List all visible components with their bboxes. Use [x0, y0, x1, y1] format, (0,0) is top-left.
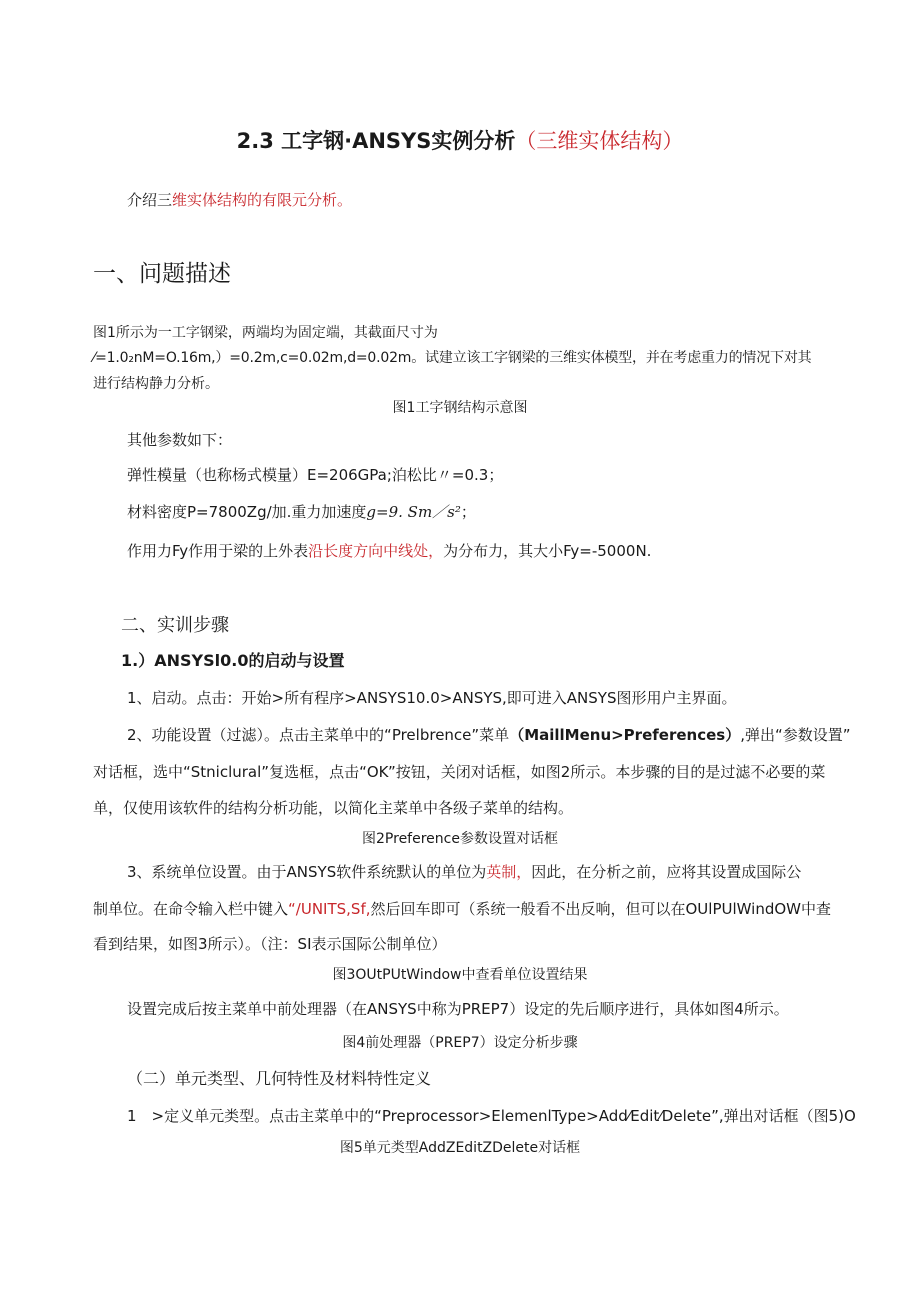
- step2-line1: 2、功能设置（过滤）。点击主菜单中的“Prelbrence”菜单（MaillMenu>Preferences）,弹出“参数设置”: [127, 726, 851, 744]
- subsection-element-definition-heading: （二）单元类型、几何特性及材料特性定义: [127, 1069, 432, 1088]
- doc-title-highlight: （三维实体结构）: [515, 129, 684, 153]
- figure-2-caption: 图2Preference参数设置对话框: [362, 831, 558, 847]
- step3-line2: 制单位。在命令输入栏中键入“/UNITS,Sf,然后回车即可（系统一般看不出反响，但可以在OUlPUlWindOW中查: [93, 900, 831, 918]
- step3-line1: 3、系统单位设置。由于ANSYS软件系统默认的单位为英制，因此，在分析之前，应将其设置成国际公: [127, 863, 802, 881]
- doc-title: [0, 127, 920, 155]
- step2-line3: 单，仅使用该软件的结构分析功能，以简化主菜单中各级子菜单的结构。: [93, 799, 574, 817]
- doc-title-main: 2.3 工字钢·ANSYS实例分析: [236, 129, 516, 153]
- define-element-type: 1 >定义单元类型。点击主菜单中的“Preprocessor>ElemenlType>Add⁄Edit⁄Delete”,弹出对话框（图5)O: [127, 1107, 856, 1125]
- step2-menu-path: （MaillMenu>Preferences）: [509, 726, 741, 744]
- figure-4-caption: 图4前处理器（PREP7）设定分析步骤: [342, 1035, 578, 1051]
- problem-text-line1: 图1所示为一工字钢梁，两端均为固定端，其截面尺寸为: [93, 325, 438, 341]
- step3-line3: 看到结果，如图3所示）。（注：SI表示国际公制单位）: [93, 935, 447, 953]
- force-highlight: 沿长度方向中线处，: [308, 542, 444, 560]
- gravity-value: g=9. Sm／s²: [366, 503, 461, 521]
- intro-text: 介绍三维实体结构的有限元分析。: [127, 191, 353, 209]
- param-elastic-modulus: 弹性模量（也称杨式模量）E=206GPa;泊松比〃=0.3；: [127, 466, 504, 484]
- section1-heading: 一、问题描述: [93, 261, 231, 287]
- intro-highlight: 维实体结构的有限元分析。: [172, 191, 353, 209]
- problem-text-line2: ⁄=1.0₂nM=O.16m,）=0.2m,c=0.02m,d=0.02m。试建立该工字钢梁的三维实体模型，并在考虑重力的情况下对其: [93, 350, 812, 366]
- section2-heading: 二、实训步骤: [121, 615, 229, 636]
- figure-3-caption: 图3OUtPUtWindow中查看单位设置结果: [332, 967, 588, 983]
- figure-1-caption: 图1工字钢结构示意图: [392, 400, 528, 416]
- imperial-unit-highlight: 英制，: [486, 863, 532, 881]
- step2-line2: 对话框，选中“Stniclural”复选框，点击“OK”按钮，关闭对话框，如图2所示。本步骤的目的是过滤不必要的菜: [93, 763, 826, 781]
- params-intro: 其他参数如下：: [127, 431, 233, 449]
- problem-text-line3: 进行结构静力分析。: [93, 376, 219, 392]
- step1-startup: 1、启动。点击：开始>所有程序>ANSYS10.0>ANSYS,即可进入ANSYS图形用户主界面。: [127, 689, 737, 707]
- setup-note: 设置完成后按主菜单中前处理器（在ANSYS中称为PREP7）设定的先后顺序进行，具体如图4所示。: [127, 1000, 789, 1018]
- param-force: 作用力Fy作用于梁的上外表沿长度方向中线处，为分布力，其大小Fy=-5000N.: [127, 542, 652, 560]
- units-command-highlight: “/UNITS,Sf,: [288, 900, 371, 918]
- subsection-startup-heading: 1.）ANSYSl0.0的启动与设置: [121, 651, 345, 670]
- param-density-gravity: 材料密度P=7800Zg/加.重力加速度g=9. Sm／s²；: [127, 503, 476, 521]
- figure-5-caption: 图5单元类型AddZEditZDelete对话框: [339, 1140, 581, 1156]
